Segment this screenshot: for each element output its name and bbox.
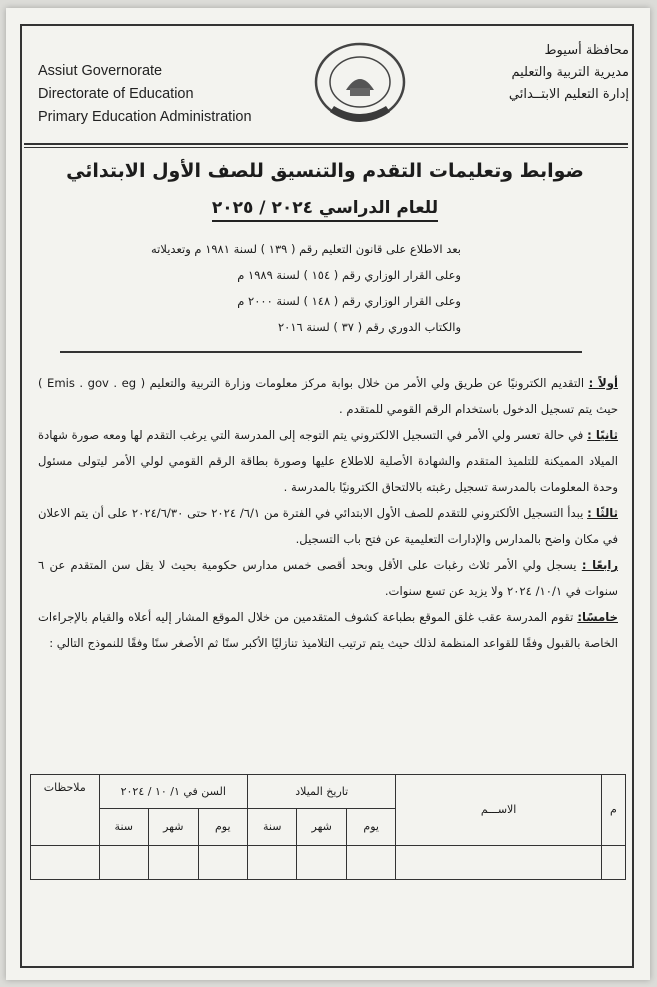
instruction-number: أولاً : [588, 376, 618, 390]
academic-year-title [60, 198, 590, 218]
directorate-en: Directorate of Education [38, 86, 194, 102]
empty-cell [346, 845, 395, 879]
instruction-item [38, 370, 618, 422]
governorate-en: Assiut Governorate [38, 63, 163, 79]
instruction-text: يسجل ولي الأمر ثلاث رغبات على الأقل وبحد أقصى خمس مدارس حكومية بحيث لا يقل سن المتقدم عن ٦ سنوات في ١٠/١/ ٢٠٢٤ ولا يزيد عن تسع سنوات. [38, 558, 618, 598]
empty-cell [247, 845, 296, 879]
instruction-item [38, 422, 618, 500]
instruction-item [38, 552, 618, 604]
birth-day-header: يوم [346, 809, 395, 845]
references-divider [60, 351, 582, 353]
reference-line: والكتاب الدوري رقم ( ٣٧ ) لسنة ٢٠١٦ [278, 320, 461, 334]
age-year-header: سنة [99, 809, 148, 845]
empty-cell [601, 845, 625, 879]
instruction-number: خامسًا: [577, 610, 618, 624]
name-header: الاســـم [396, 775, 601, 846]
instruction-item [38, 500, 618, 552]
registration-form-table [30, 774, 626, 880]
instructions-list [38, 370, 618, 656]
english-letterhead [38, 60, 278, 129]
instruction-text: في حالة تعسر ولي الأمر في التسجيل الالكتروني يتم التوجه إلى المدرسة التي يرغب التقدم لها ومعه صورة شهادة الميلاد المميكنة للتلميذ المتقدم والشهادة الأصلية للاطلاع عليها وصورة بطاقة الرقم القومي لولي الأمر ليتولى مسئول وحدة المعلومات بالمدرسة تسجيل رغبته بالالتحاق الكترونيًا بالمدرسة . [38, 428, 618, 494]
age-on-date-header: السن في ١/ ١٠ / ٢٠٢٤ [99, 775, 247, 809]
governorate-ar: محافظة أسيوط [544, 43, 629, 58]
instruction-number: رابعًا : [581, 558, 618, 572]
directorate-ar: مديرية التربية والتعليم [511, 65, 629, 80]
notes-header: ملاحظات [31, 775, 100, 846]
birth-date-header: تاريخ الميلاد [247, 775, 395, 809]
empty-cell [198, 845, 247, 879]
reference-line: بعد الاطلاع على قانون التعليم رقم ( ١٣٩ ) لسنة ١٩٨١ م وتعديلاته [151, 242, 461, 256]
age-month-header: شهر [149, 809, 198, 845]
empty-cell [396, 845, 601, 879]
document-title: ضوابط وتعليمات التقدم والتنسيق للصف الأول الابتدائي [66, 160, 584, 182]
empty-cell [149, 845, 198, 879]
administration-en: Primary Education Administration [38, 109, 252, 125]
reference-line: وعلى القرار الوزاري رقم ( ١٤٨ ) لسنة ٢٠٠٠ م [237, 294, 461, 308]
instruction-text: يبدأ التسجيل الألكتروني للتقدم للصف الأول الابتدائي في الفترة من ٦/١/ ٢٠٢٤ حتى ٢٠٢٤/٦/٣٠ على أن يتم الاعلان في مكان واضح بالمدارس والإدارات التعليمية عن فتح باب التسجيل. [38, 506, 618, 546]
legal-references [41, 236, 461, 340]
academic-year-text: للعام الدراسي ٢٠٢٤ / ٢٠٢٥ [212, 198, 438, 222]
birth-month-header: شهر [297, 809, 346, 845]
header-divider [24, 143, 628, 145]
instruction-number: ثانيًا : [587, 428, 619, 442]
table-row [31, 845, 626, 879]
arabic-letterhead [429, 40, 629, 106]
age-day-header: يوم [198, 809, 247, 845]
instruction-text: التقديم الكترونيًا عن طريق ولي الأمر من خلال بوابة مركز معلومات وزارة التربية والتعليم ( Emis . gov . eg ) حيث يتم تسجيل الدخول باستخدام الرقم القومي للمتقدم . [38, 376, 618, 416]
empty-cell [297, 845, 346, 879]
instruction-item [38, 604, 618, 656]
empty-cell [31, 845, 100, 879]
header-divider-thin [24, 147, 628, 148]
birth-year-header: سنة [247, 809, 296, 845]
instruction-text: تقوم المدرسة عقب غلق الموقع بطباعة كشوف المتقدمين من خلال الموقع المشار إليه أعلاه والقيام بالإجراءات الخاصة بالقبول وفقًا للقواعد المنظمة لذلك حيث يتم ترتيب التلاميذ تنازليًا الأكبر سنًا ثم الأصغر سنًا وفقًا للنموذج التالي : [38, 610, 618, 650]
instruction-number: ثالثًا : [587, 506, 619, 520]
administration-ar: إدارة التعليم الابتــدائي [508, 87, 629, 102]
directorate-seal-logo [310, 40, 410, 130]
empty-cell [99, 845, 148, 879]
reference-line: وعلى القرار الوزاري رقم ( ١٥٤ ) لسنة ١٩٨٩ م [237, 268, 461, 282]
serial-header: م [601, 775, 625, 846]
